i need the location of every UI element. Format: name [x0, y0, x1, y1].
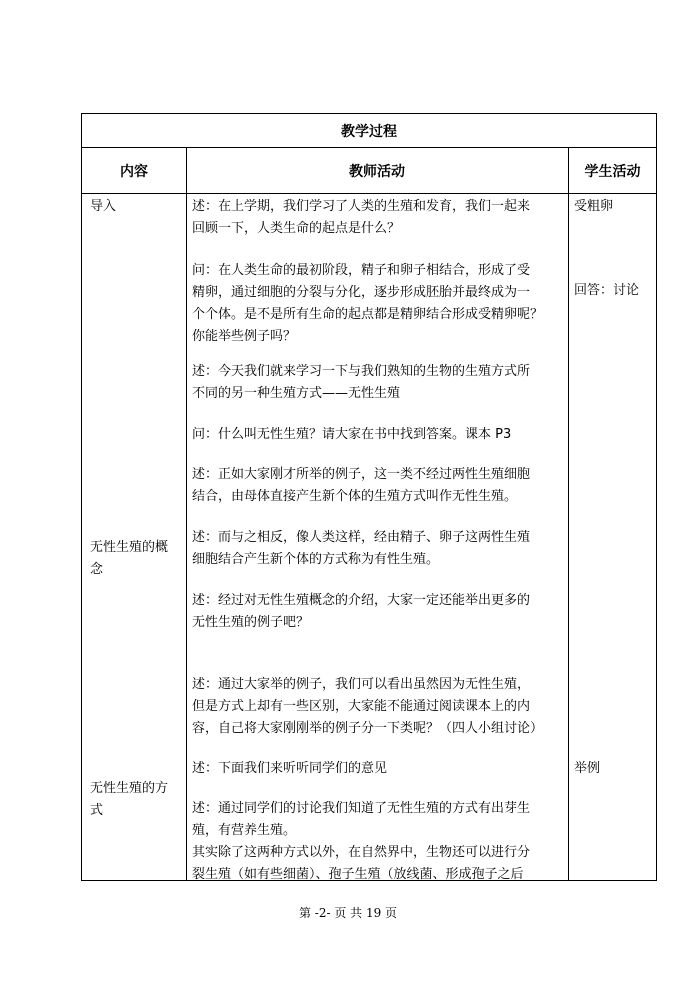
content-asexual-concept — [90, 537, 168, 581]
text-line: 述：今天我们就来学习一下与我们熟知的生物的生殖方式所 — [192, 364, 531, 379]
teacher-paragraph-9 — [192, 758, 387, 780]
teacher-paragraph-2 — [192, 260, 543, 348]
text-line: 无性生殖的概 — [90, 540, 169, 555]
text-line: 述：经过对无性生殖概念的介绍，大家一定还能举出更多的 — [192, 593, 531, 608]
text-line: 无性生殖的例子吧？ — [192, 615, 310, 630]
teacher-paragraph-1 — [192, 196, 530, 240]
text-line: 精卵，通过细胞的分裂与分化，逐步形成胚胎并最终成为一 — [192, 285, 531, 300]
header-teacher-activity: 教师活动 — [349, 163, 405, 180]
text-line: 其实除了这两种方式以外，在自然界中，生物还可以进行分 — [192, 845, 531, 860]
text-line: 殖，有营养生殖。 — [192, 823, 297, 838]
column-divider — [186, 148, 187, 880]
text-line: 述：下面我们来听听同学们的意见 — [192, 761, 388, 776]
text-line: 举例 — [574, 761, 601, 776]
header-content: 内容 — [120, 163, 148, 180]
student-activity-1 — [574, 196, 613, 218]
text-line: 问：在人类生命的最初阶段，精子和卵子相结合，形成了受 — [192, 263, 531, 278]
page-footer: 第 -2- 页 共 19 页 — [298, 906, 398, 920]
content-asexual-methods — [90, 778, 168, 822]
teacher-paragraph-5 — [192, 464, 530, 508]
content-intro — [90, 196, 116, 218]
text-line: 述：通过大家举的例子，我们可以看出虽然因为无性生殖， — [192, 677, 531, 692]
teacher-paragraph-4 — [192, 424, 511, 446]
text-line: 但是方式上却有一些区别，大家能不能通过阅读课本上的内 — [192, 699, 531, 714]
text-line: 导入 — [90, 199, 117, 214]
teacher-paragraph-7 — [192, 590, 530, 634]
text-line: 述：在上学期，我们学习了人类的生殖和发育，我们一起来 — [192, 199, 531, 214]
text-line: 个个体。是不是所有生命的起点都是精卵结合形成受精卵呢？ — [192, 307, 544, 322]
text-line: 式 — [90, 803, 104, 818]
text-line: 裂生殖（如有些细菌）、孢子生殖（放线菌、形成孢子之后 — [192, 867, 524, 882]
text-line: 述：而与之相反，像人类这样，经由精子、卵子这两性生殖 — [192, 530, 531, 545]
teacher-paragraph-8 — [192, 674, 543, 740]
lesson-table — [81, 113, 657, 881]
text-line: 不同的另一种生殖方式——无性生殖 — [192, 386, 401, 401]
teacher-paragraph-6 — [192, 527, 530, 571]
column-divider — [568, 148, 569, 880]
text-line: 细胞结合产生新个体的方式称为有性生殖。 — [192, 552, 440, 567]
text-line: 回顾一下，人类生命的起点是什么？ — [192, 221, 401, 236]
table-title: 教学过程 — [82, 114, 656, 148]
text-line: 你能举些例子吗？ — [192, 329, 297, 344]
table-header-row — [82, 148, 656, 194]
teacher-paragraph-10 — [192, 798, 530, 886]
text-line: 无性生殖的方 — [90, 781, 169, 796]
text-line: 念 — [90, 562, 104, 577]
text-line: 述：正如大家刚才所举的例子，这一类不经过两性生殖细胞 — [192, 467, 531, 482]
teacher-paragraph-3 — [192, 361, 530, 405]
student-activity-3 — [574, 758, 600, 780]
text-line: 述：通过同学们的讨论我们知道了无性生殖的方式有出芽生 — [192, 801, 531, 816]
text-line: 回答：讨论 — [574, 283, 640, 298]
text-line: 结合，由母体直接产生新个体的生殖方式叫作无性生殖。 — [192, 489, 518, 504]
text-line: 问：什么叫无性生殖？请大家在书中找到答案。课本 P3 — [192, 427, 512, 442]
text-line: 容，自己将大家刚刚举的例子分一下类呢？（四人小组讨论） — [192, 721, 544, 736]
header-student-activity: 学生活动 — [584, 163, 641, 180]
student-activity-2 — [574, 280, 639, 302]
text-line: 受粗卵 — [574, 199, 614, 214]
